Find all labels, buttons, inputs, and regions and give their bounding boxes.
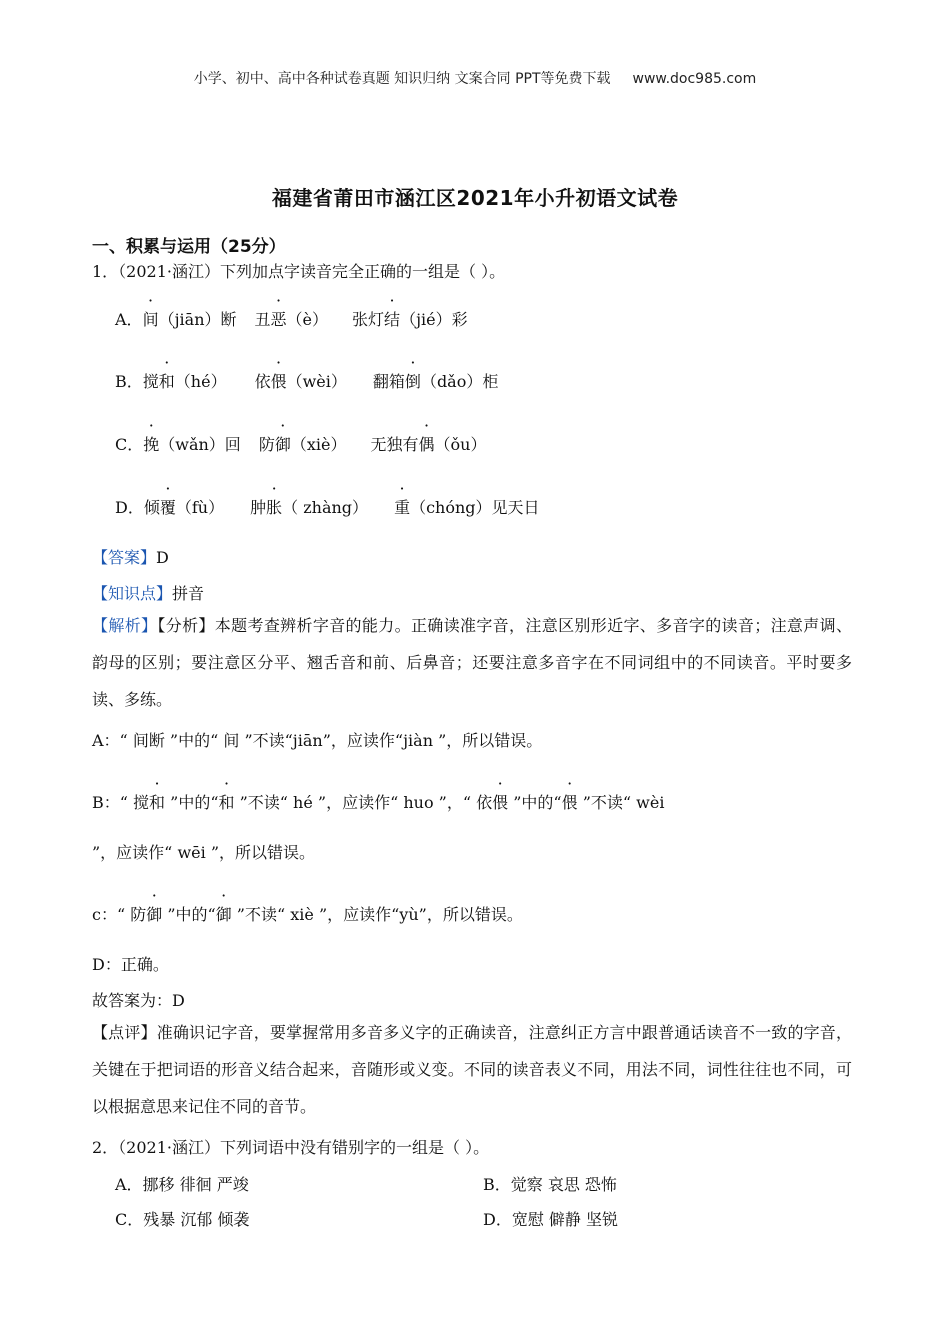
text: ”中的“: [162, 905, 216, 924]
page-header: [0, 68, 950, 88]
pinyin: （fù）: [175, 498, 225, 517]
option-label: D．: [115, 498, 144, 517]
pinyin: （hé）: [174, 372, 227, 391]
dotted-char: 和: [218, 793, 235, 812]
analysis-line-d: D：正确。: [92, 955, 169, 974]
q2-option-b: B．觉察 哀思 恐怖: [483, 1175, 617, 1194]
word: 搅: [142, 372, 159, 391]
text: B：“ 搅: [92, 793, 150, 812]
option-label: B．: [115, 372, 143, 391]
analysis-line-c: [92, 902, 523, 925]
q2-option-d: D．宽慰 僻静 坚锐: [483, 1210, 619, 1229]
dotted-char: 恶: [270, 310, 287, 329]
text: ”中的“: [508, 793, 562, 812]
answer-tag: 【答案】: [92, 548, 157, 567]
pinyin: （ǒu）: [434, 435, 487, 454]
pinyin: （ zhàng）: [282, 498, 369, 517]
option-label: A．: [115, 310, 143, 329]
q1-option-d: [115, 495, 540, 518]
word: 张灯: [352, 310, 385, 329]
dotted-char: 胀: [266, 498, 283, 517]
word: 无独有: [370, 435, 419, 454]
analysis-line-b: [92, 790, 664, 813]
q1-stem: 1．（2021·涵江）下列加点字读音完全正确的一组是（ ）。: [92, 262, 506, 281]
section-heading: 一、积累与运用（25分）: [92, 237, 286, 257]
dotted-char: 和: [158, 372, 175, 391]
dotted-char: 和: [149, 793, 166, 812]
pinyin: （dǎo）柜: [420, 372, 499, 391]
word: 倾: [143, 498, 160, 517]
dotted-char: 御: [215, 905, 232, 924]
word: 翻箱: [372, 372, 405, 391]
dotted-char: 御: [274, 435, 291, 454]
text: ”不读“ wèi: [577, 793, 665, 812]
header-text: 小学、初中、高中各种试卷真题 知识归纳 文案合同 PPT等免费下载: [193, 71, 611, 87]
conclusion: 故答案为：D: [92, 991, 185, 1010]
dotted-char: 倒: [404, 372, 421, 391]
pinyin: （jiān）断: [158, 310, 237, 329]
pinyin: （è）: [286, 310, 329, 329]
pinyin: （jié）彩: [400, 310, 468, 329]
knowledge-point-row: [92, 581, 204, 604]
word: 防: [258, 435, 275, 454]
q1-option-a: [115, 307, 468, 330]
pinyin: （wǎn）回: [159, 435, 241, 454]
text: ”不读“ xiè ”，应读作“yù”，所以错误。: [231, 905, 523, 924]
answer-value: D: [156, 548, 169, 567]
dotted-char: 覆: [159, 498, 176, 517]
dotted-char: 御: [146, 905, 163, 924]
q1-option-c: [115, 432, 486, 455]
analysis-tag: 【解析】: [92, 616, 158, 635]
word: 依: [254, 372, 271, 391]
dotted-char: 结: [384, 310, 401, 329]
page-title: 福建省莆田市涵江区2021年小升初语文试卷: [271, 186, 679, 210]
analysis-paragraph: [92, 607, 852, 718]
knowledge-point-value: 拼音: [172, 584, 205, 603]
option-label: C．: [115, 435, 144, 454]
word: 丑: [254, 310, 271, 329]
analysis-line-b2: ”，应读作“ wēi ”，所以错误。: [92, 843, 315, 862]
analysis-text: 【分析】本题考查辨析字音的能力。正确读准字音，注意区别形近字、多音字的读音；注意声调、韵母的区别；要注意区分平、翘舌音和前、后鼻音；还要注意多音字在不同词组中的不同读音。平时要多读、多练。: [92, 616, 852, 709]
q2-option-a: A．挪移 徘徊 严竣: [115, 1175, 249, 1194]
dotted-char: 间: [142, 310, 159, 329]
dotted-char: 偎: [561, 793, 578, 812]
knowledge-point-tag: 【知识点】: [92, 584, 173, 603]
comment-paragraph: 【点评】准确识记字音，要掌握常用多音多义字的正确读音，注意纠正方言中跟普通话读音不一致的字音，关键在于把词语的形音义结合起来，音随形或义变。不同的读音表义不同，用法不同，词性往往也不同，可以根据意思来记住不同的音节。: [92, 1023, 852, 1116]
dotted-char: 偎: [270, 372, 287, 391]
q2-option-c: C．残暴 沉郁 倾袭: [115, 1210, 250, 1229]
q2-stem: 2．（2021·涵江）下列词语中没有错别字的一组是（ ）。: [92, 1138, 490, 1157]
text: c：“ 防: [92, 905, 147, 924]
pinyin: （xiè）: [290, 435, 347, 454]
text: ”不读“ hé ”，应读作“ huo ”，“ 依: [234, 793, 493, 812]
text: ”中的“: [165, 793, 219, 812]
dotted-char: 偶: [418, 435, 435, 454]
pinyin: （chóng）见天日: [410, 498, 540, 517]
q1-option-b: [115, 369, 498, 392]
pinyin: （wèi）: [286, 372, 347, 391]
word: 肿: [250, 498, 267, 517]
answer-row: [92, 545, 169, 568]
dotted-char: 重: [394, 498, 411, 517]
header-url[interactable]: www.doc985.com: [632, 71, 757, 87]
analysis-line-a: A：“ 间断 ”中的“ 间 ”不读“jiān”，应读作“jiàn ”，所以错误。: [92, 731, 543, 750]
dotted-char: 挽: [143, 435, 160, 454]
dotted-char: 偎: [492, 793, 509, 812]
